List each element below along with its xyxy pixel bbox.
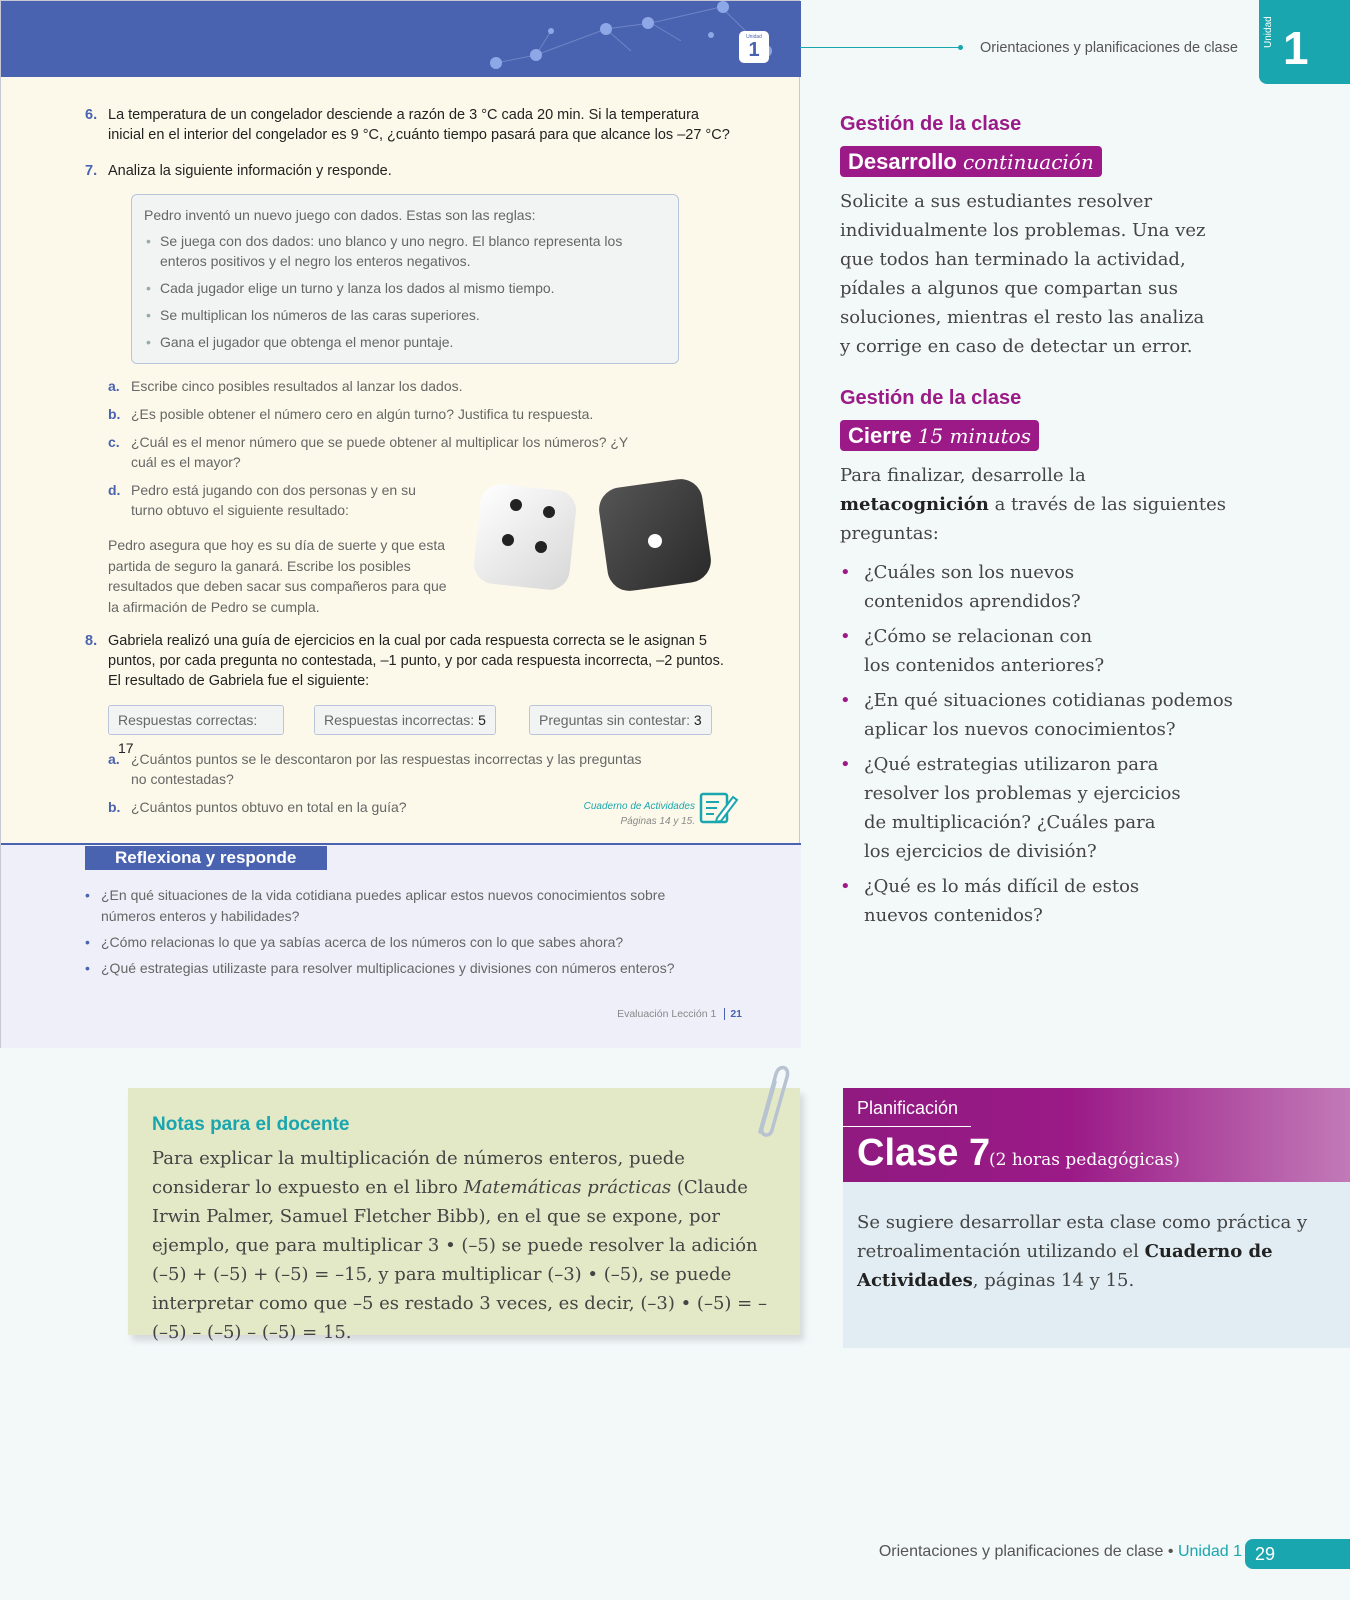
list-item: • ¿Qué es lo más difícil de estos nuevos contenidos?: [840, 872, 1140, 930]
notes-title: Notas para el docente: [152, 1114, 350, 1135]
list-item: • ¿Cómo se relacionan con los contenidos anteriores?: [840, 622, 1110, 680]
question-7c: c. ¿Cuál es el menor número que se puede obtener al multiplicar los números? ¿Y cuál es el mayor?: [108, 434, 628, 470]
planificacion-label: Planificación: [857, 1098, 959, 1118]
paperclip-icon: [748, 1062, 790, 1142]
student-page: [0, 0, 800, 1048]
white-die-icon: [472, 482, 578, 591]
planificacion-header: [843, 1088, 1350, 1182]
list-item: • ¿Qué estrategias utilizaron para resolver los problemas y ejercicios de multiplicación? ¿Cuáles para los ejercicios de división?: [840, 750, 1185, 866]
planificacion-box: [843, 1088, 1350, 1348]
header-dot: [958, 45, 963, 50]
dice-icon: [471, 479, 721, 604]
gestion-title: Gestión de la clase: [840, 113, 1022, 135]
cierre-intro: Para finalizar, desarrolle la metacognición a través de las siguientes preguntas:: [840, 465, 1226, 544]
pedro-statement: Pedro asegura que hoy es su día de suerte y que esta partida de seguro la ganará. Escribe los posibles resultados que deben sacar sus compañeros para que la afirmación de Pedro se cumpla.: [108, 537, 447, 615]
phase-pill: Desarrollo continuación: [840, 146, 1102, 177]
question-8b: b. ¿Cuántos puntos obtuvo en total en la guía?: [108, 799, 407, 815]
page-footer: Orientaciones y planificaciones de clase • Unidad 1: [878, 1543, 1242, 1560]
clase-hours: (2 horas pedagógicas): [989, 1150, 1180, 1170]
question-6: 6. La temperatura de un congelador desciende a razón de 3 °C cada 20 min. Si la temperatura inicial en el interior del congelador es 9 °C, ¿cuánto tiempo pasará para que alcance los –27 °C?: [85, 107, 730, 143]
gestion-cierre: [840, 387, 1250, 936]
clase-title: Clase 7: [857, 1132, 991, 1174]
student-page-footer: Evaluación Lección 1 21: [617, 1008, 742, 1020]
correct-answers-box: Respuestas correctas: 17: [108, 705, 284, 735]
incorrect-answers-box: Respuestas incorrectas: 5: [314, 705, 496, 735]
header-title: Orientaciones y planificaciones de clase: [980, 40, 1238, 56]
question-7: 7. Analiza la siguiente información y responde.: [85, 163, 392, 179]
reflexiona-title: Reflexiona y responde: [85, 846, 327, 870]
unanswered-box: Preguntas sin contestar: 3: [529, 705, 712, 735]
unit-badge: Unidad 1: [739, 31, 769, 63]
reflexiona-item: • ¿En qué situaciones de la vida cotidiana puedes aplicar estos nuevos conocimientos sobre números enteros y habilidades?: [85, 885, 705, 927]
black-die-icon: [596, 479, 713, 594]
page-number: 29: [1245, 1539, 1350, 1569]
rule-item: • Cada jugador elige un turno y lanza los dados al mismo tiempo.: [144, 278, 666, 298]
rule-item: • Se multiplican los números de las caras superiores.: [144, 305, 666, 325]
planificacion-body: Se sugiere desarrollar esta clase como práctica y retroalimentación utilizando el Cuaderno de Actividades, páginas 14 y 15.: [857, 1212, 1308, 1291]
header-rule: [800, 47, 960, 48]
gestion-body: Solicite a sus estudiantes resolver individualmente los problemas. Una vez que todos han terminado la actividad, pídales a algunos que compartan sus soluciones, mientras el resto las analiza y corrige en caso de detectar un error.: [840, 191, 1206, 357]
question-7d: d. Pedro está jugando con dos personas y en su turno obtuvo el siguiente resultado:: [108, 482, 416, 518]
unit-tab: Unidad 1: [1259, 0, 1350, 84]
list-item: • ¿Cuáles son los nuevos contenidos aprendidos?: [840, 558, 1090, 616]
game-rules-box: [131, 194, 679, 364]
question-8a: a. ¿Cuántos puntos se le descontaron por las respuestas incorrectas y las preguntas no contestadas?: [108, 751, 642, 787]
teacher-notes: [128, 1088, 800, 1343]
question-8: 8. Gabriela realizó una guía de ejercicios en la cual por cada respuesta correcta se le asignan 5 puntos, por cada pregunta no contestada, –1 punto, y por cada respuesta incorrecta, –2 puntos. El resultado de Gabriela fue el siguiente:: [85, 633, 724, 689]
page-banner: [1, 1, 801, 77]
list-item: • ¿En qué situaciones cotidianas podemos aplicar los nuevos conocimientos?: [840, 686, 1240, 744]
question-7b: b. ¿Es posible obtener el número cero en algún turno? Justifica tu respuesta.: [108, 406, 594, 422]
gestion-desarrollo: [840, 113, 1250, 361]
reflexiona-item: • ¿Qué estrategias utilizaste para resolver multiplicaciones y divisiones con números enteros?: [85, 958, 705, 979]
notebook-pencil-icon: [699, 791, 739, 825]
phase-pill: Cierre 15 minutos: [840, 420, 1039, 451]
cuaderno-reference: Cuaderno de Actividades Páginas 14 y 15.: [583, 801, 695, 827]
question-7a: a. Escribe cinco posibles resultados al lanzar los dados.: [108, 378, 463, 394]
rules-intro: Pedro inventó un nuevo juego con dados. Estas son las reglas:: [144, 207, 536, 223]
reflexiona-item: • ¿Cómo relacionas lo que ya sabías acerca de los números con lo que sabes ahora?: [85, 932, 705, 953]
rule-item: • Se juega con dos dados: uno blanco y uno negro. El blanco representa los enteros positivos y el negro los enteros negativos.: [144, 231, 666, 271]
gestion-title: Gestión de la clase: [840, 387, 1022, 409]
rule-item: • Gana el jugador que obtenga el menor puntaje.: [144, 332, 666, 352]
metacognition-questions: [840, 558, 1240, 930]
notes-body: Para explicar la multiplicación de números enteros, puede considerar lo expuesto en el libro Matemáticas prácticas (Claude Irwin Palmer, Samuel Fletcher Bibb), en el que se expone, por ejemplo, que para multiplicar 3 • (–5) se puede resolver la adición (–5) + (–5) + (–5) = –15, y para multiplicar (–3) • (–5), se puede interpretar como que –5 es restado 3 veces, es decir, (–3) • (–5) = –(–5) – (–5) – (–5) = 15.: [152, 1148, 767, 1343]
